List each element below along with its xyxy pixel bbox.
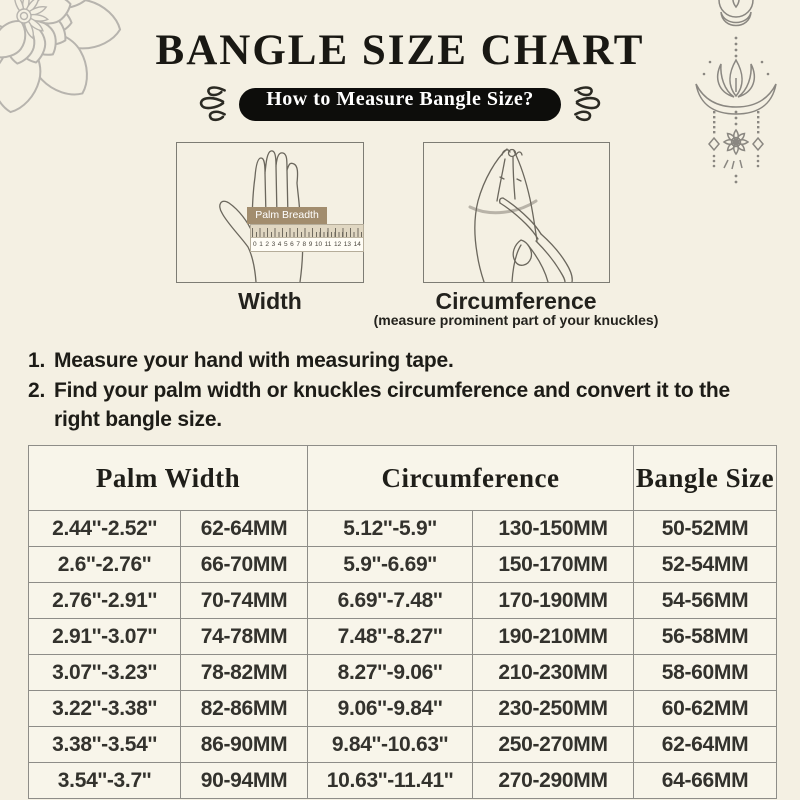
column-header: Bangle Size	[634, 446, 777, 511]
table-cell: 10.63''-11.41''	[308, 763, 473, 799]
ruler-number: 2	[265, 241, 269, 248]
table-cell: 62-64MM	[634, 727, 777, 763]
table-cell: 2.91''-3.07''	[29, 619, 181, 655]
ruler-number: 6	[290, 241, 294, 248]
table-cell: 5.9''-6.69''	[308, 547, 473, 583]
ruler-number: 10	[314, 241, 323, 248]
table-cell: 250-270MM	[473, 727, 634, 763]
circumference-caption: Circumference	[435, 288, 597, 314]
ruler-number: 11	[324, 241, 332, 248]
table-cell: 3.07''-3.23''	[29, 655, 181, 691]
instruction-item	[28, 376, 770, 435]
table-cell: 230-250MM	[473, 691, 634, 727]
circumference-note: (measure prominent part of your knuckles)	[373, 312, 659, 328]
table-row	[29, 619, 777, 655]
circumference-hand-illustration	[424, 143, 609, 282]
table-cell: 190-210MM	[473, 619, 634, 655]
table-cell: 3.54''-3.7''	[29, 763, 181, 799]
table-row	[29, 583, 777, 619]
table-cell: 2.44''-2.52''	[29, 511, 181, 547]
table-cell: 50-52MM	[634, 511, 777, 547]
circumference-diagram-box	[423, 142, 610, 283]
table-cell: 3.38''-3.54''	[29, 727, 181, 763]
ruler	[250, 224, 364, 252]
table-cell: 9.84''-10.63''	[308, 727, 473, 763]
table-cell: 86-90MM	[181, 727, 308, 763]
table-cell: 54-56MM	[634, 583, 777, 619]
subtitle-row	[0, 84, 800, 124]
ruler-number: 9	[308, 241, 313, 248]
table-cell: 78-82MM	[181, 655, 308, 691]
subtitle-pill: How to Measure Bangle Size?	[239, 88, 561, 121]
table-cell: 6.69''-7.48''	[308, 583, 473, 619]
size-table-header-row	[29, 446, 777, 511]
size-table	[28, 445, 777, 799]
instruction-text: Measure your hand with measuring tape.	[54, 349, 454, 372]
instruction-number: 1.	[28, 349, 46, 372]
table-cell: 2.6''-2.76''	[29, 547, 181, 583]
table-row	[29, 547, 777, 583]
ruler-number: 3	[271, 241, 276, 248]
table-cell: 8.27''-9.06''	[308, 655, 473, 691]
table-cell: 82-86MM	[181, 691, 308, 727]
table-cell: 60-62MM	[634, 691, 777, 727]
page-title: BANGLE SIZE CHART	[155, 27, 645, 74]
flourish-left-icon	[192, 84, 230, 124]
table-cell: 5.12''-5.9''	[308, 511, 473, 547]
ruler-number: 1	[259, 241, 263, 248]
instructions-list	[28, 346, 770, 435]
ruler-number: 14	[353, 241, 361, 248]
table-row	[29, 655, 777, 691]
table-row	[29, 763, 777, 799]
instruction-text: Find your palm width or knuckles circumference and convert it to the right bangle size.	[54, 378, 731, 431]
ruler-ticks	[251, 225, 363, 238]
table-cell: 150-170MM	[473, 547, 634, 583]
table-row	[29, 727, 777, 763]
ruler-number: 5	[283, 241, 288, 248]
table-cell: 130-150MM	[473, 511, 634, 547]
table-row	[29, 691, 777, 727]
table-cell: 64-66MM	[634, 763, 777, 799]
flourish-right-icon	[570, 84, 608, 124]
table-cell: 7.48''-8.27''	[308, 619, 473, 655]
table-cell: 170-190MM	[473, 583, 634, 619]
ruler-number: 13	[343, 241, 352, 248]
table-cell: 74-78MM	[181, 619, 308, 655]
ruler-label: Palm Breadth	[247, 207, 327, 224]
instruction-number: 2.	[28, 378, 46, 402]
table-cell: 9.06''-9.84''	[308, 691, 473, 727]
table-cell: 56-58MM	[634, 619, 777, 655]
width-caption: Width	[238, 288, 302, 314]
ruler-number: 8	[302, 241, 307, 248]
column-header: Circumference	[308, 446, 634, 511]
table-cell: 270-290MM	[473, 763, 634, 799]
table-cell: 2.76''-2.91''	[29, 583, 181, 619]
column-header: Palm Width	[29, 446, 308, 511]
ruler-number: 12	[333, 241, 342, 248]
table-cell: 62-64MM	[181, 511, 308, 547]
table-cell: 210-230MM	[473, 655, 634, 691]
table-cell: 52-54MM	[634, 547, 777, 583]
table-cell: 90-94MM	[181, 763, 308, 799]
ruler-numbers	[251, 238, 363, 251]
instruction-item	[28, 346, 770, 376]
table-row	[29, 511, 777, 547]
table-cell: 70-74MM	[181, 583, 308, 619]
table-cell: 3.22''-3.38''	[29, 691, 181, 727]
table-cell: 58-60MM	[634, 655, 777, 691]
ruler-number: 7	[296, 241, 300, 248]
ruler-number: 4	[277, 241, 282, 248]
width-diagram-box	[176, 142, 364, 283]
ruler-number: 0	[253, 241, 257, 248]
size-table-body	[29, 511, 777, 799]
table-cell: 66-70MM	[181, 547, 308, 583]
